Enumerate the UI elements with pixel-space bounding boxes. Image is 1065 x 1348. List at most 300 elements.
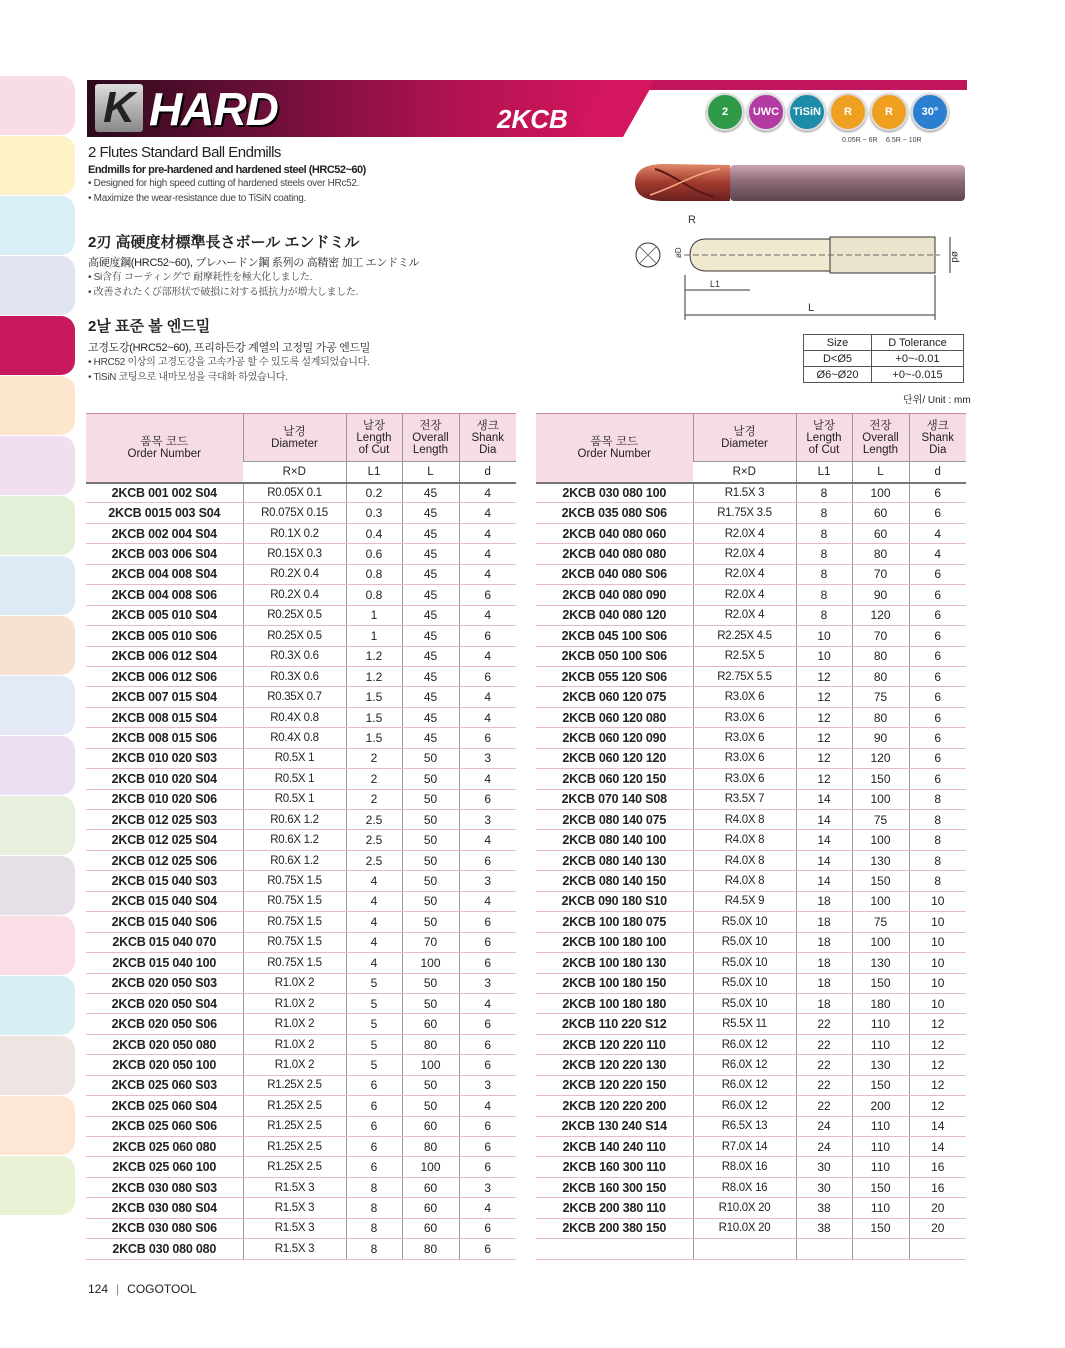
cell-order-number: 2KCB 030 080 S04 <box>86 1198 243 1218</box>
cell-shank-dia: 3 <box>459 1075 516 1095</box>
cell-order-number: 2KCB 100 180 130 <box>536 953 693 973</box>
table-row <box>86 1239 516 1259</box>
cell-overall-length: 110 <box>852 1034 909 1054</box>
cell-overall-length: 80 <box>852 646 909 666</box>
side-tab <box>0 436 75 495</box>
cell-overall-length: 50 <box>402 891 459 911</box>
endmill-drawing <box>636 237 950 320</box>
cell-shank-dia: 6 <box>459 932 516 952</box>
cell-length-of-cut: 2.5 <box>346 830 402 850</box>
col-shank-dia-label: 생크 <box>476 419 499 432</box>
cell-shank-dia: 12 <box>909 1055 966 1075</box>
cell-length-of-cut: 18 <box>796 891 852 911</box>
cell-length-of-cut: 18 <box>796 912 852 932</box>
cell-order-number: 2KCB 080 140 100 <box>536 830 693 850</box>
col-diameter-label: 날경 <box>283 425 306 438</box>
table-row <box>86 503 516 523</box>
table-row <box>86 748 516 768</box>
cell-diameter: R0.4X 0.8 <box>243 728 346 748</box>
flutes-2-icon: 2 <box>706 93 744 131</box>
cell-order-number: 2KCB 015 040 S06 <box>86 912 243 932</box>
cell-length-of-cut: 12 <box>796 666 852 686</box>
cell-overall-length: 80 <box>402 1239 459 1259</box>
cell-order-number: 2KCB 015 040 070 <box>86 932 243 952</box>
table-row <box>536 707 966 727</box>
cell-shank-dia: 12 <box>909 1034 966 1054</box>
cell-length-of-cut: 1 <box>346 626 402 646</box>
cell-shank-dia: 4 <box>459 993 516 1013</box>
cell-overall-length: 80 <box>402 1034 459 1054</box>
table-row <box>86 1137 516 1157</box>
cell-overall-length: 45 <box>402 503 459 523</box>
cell-overall-length: 100 <box>852 483 909 503</box>
col-overall-length-label: 전장 <box>869 419 892 432</box>
cell-diameter: R5.5X 11 <box>693 1014 796 1034</box>
side-tab <box>0 676 75 735</box>
cell-overall-length: 50 <box>402 789 459 809</box>
cell-shank-dia: 8 <box>909 871 966 891</box>
page-footer <box>88 1282 196 1296</box>
col-shank-dia-label: 생크 <box>926 419 949 432</box>
cell-overall-length: 110 <box>852 1014 909 1034</box>
col-order-number-label: 품목 코드 <box>590 435 639 448</box>
cell-overall-length: 45 <box>402 605 459 625</box>
cell-overall-length: 80 <box>852 707 909 727</box>
cell-order-number: 2KCB 001 002 S04 <box>86 483 243 503</box>
subtitle-kr: 고경도강(HRC52~60), 프리하든강 계열의 고정밀 가공 엔드밀 <box>88 342 371 354</box>
cell-order-number: 2KCB 020 050 S06 <box>86 1014 243 1034</box>
table-row <box>86 789 516 809</box>
cell-overall-length: 150 <box>852 973 909 993</box>
cell-order-number: 2KCB 005 010 S06 <box>86 626 243 646</box>
col-length-of-cut-label: Length <box>806 431 842 444</box>
table-row <box>536 953 966 973</box>
cell-overall-length: 90 <box>852 585 909 605</box>
symbol-header: L1 <box>346 462 402 483</box>
series-code-title: 2KCB <box>497 104 568 134</box>
cell-order-number: 2KCB 030 080 S03 <box>86 1177 243 1197</box>
dim-od: øD <box>674 247 683 258</box>
cell-length-of-cut: 4 <box>346 953 402 973</box>
col-overall-length <box>402 414 459 462</box>
cell-diameter: R1.0X 2 <box>243 1014 346 1034</box>
tisin-coating-icon: TiSiN <box>788 93 826 131</box>
cell-length-of-cut: 1.2 <box>346 666 402 686</box>
desc-korean <box>88 315 370 385</box>
col-overall-length <box>852 414 909 462</box>
side-tab <box>0 736 75 795</box>
cell-shank-dia: 20 <box>909 1198 966 1218</box>
title-kr: 2날 표준 볼 엔드밀 <box>88 318 211 335</box>
cell-length-of-cut: 22 <box>796 1075 852 1095</box>
cell-order-number: 2KCB 070 140 S08 <box>536 789 693 809</box>
table-row <box>86 830 516 850</box>
side-tab <box>0 1096 75 1155</box>
cell-shank-dia: 10 <box>909 973 966 993</box>
cell-order-number: 2KCB 030 080 080 <box>86 1239 243 1259</box>
cell-order-number: 2KCB 004 008 S04 <box>86 564 243 584</box>
cell-diameter: R2.0X 4 <box>693 605 796 625</box>
cell-order-number: 2KCB 003 006 S04 <box>86 544 243 564</box>
table-row <box>86 585 516 605</box>
tolerance-row <box>804 351 964 367</box>
cell-length-of-cut: 5 <box>346 993 402 1013</box>
dim-shank: ød <box>949 251 960 263</box>
table-row <box>536 687 966 707</box>
dim-l: L <box>808 302 815 314</box>
cell-shank-dia: 3 <box>459 748 516 768</box>
cell-order-number: 2KCB 040 080 080 <box>536 544 693 564</box>
col-overall-length-label: Overall <box>412 431 449 444</box>
symbol-header: R×D <box>243 462 346 483</box>
cell-length-of-cut: 5 <box>346 1055 402 1075</box>
cell-diameter: R1.0X 2 <box>243 993 346 1013</box>
col-order-number-label: 품목 코드 <box>140 435 189 448</box>
cell-shank-dia: 4 <box>459 523 516 543</box>
table-row <box>536 1177 966 1197</box>
cell-overall-length: 150 <box>852 769 909 789</box>
cell-diameter: R0.2X 0.4 <box>243 564 346 584</box>
cell-diameter: R6.0X 12 <box>693 1055 796 1075</box>
cell-diameter: R2.25X 4.5 <box>693 626 796 646</box>
cell-diameter: R0.75X 1.5 <box>243 891 346 911</box>
cell-length-of-cut: 6 <box>346 1075 402 1095</box>
cell-overall-length: 45 <box>402 687 459 707</box>
table-row <box>86 564 516 584</box>
cell-shank-dia: 6 <box>459 1239 516 1259</box>
cell-order-number: 2KCB 120 220 200 <box>536 1096 693 1116</box>
cell-shank-dia: 6 <box>459 1116 516 1136</box>
uwc-material-icon: UWC <box>747 93 785 131</box>
cell-shank-dia: 6 <box>909 564 966 584</box>
cell-overall-length: 50 <box>402 769 459 789</box>
table-row <box>86 1014 516 1034</box>
cell-length-of-cut: 2 <box>346 769 402 789</box>
cell-length-of-cut: 0.8 <box>346 564 402 584</box>
cell-shank-dia: 12 <box>909 1014 966 1034</box>
col-diameter-label: 날경 <box>733 425 756 438</box>
cell-shank-dia: 6 <box>459 789 516 809</box>
table-row <box>536 912 966 932</box>
badge-sub-r2: 6.5R ~ 10R <box>886 137 922 144</box>
cell-order-number: 2KCB 100 180 100 <box>536 932 693 952</box>
cell-shank-dia: 6 <box>909 503 966 523</box>
desc-english <box>88 144 366 206</box>
cell-overall-length: 110 <box>852 1198 909 1218</box>
table-row <box>86 707 516 727</box>
table-row <box>86 871 516 891</box>
cell-order-number: 2KCB 040 080 120 <box>536 605 693 625</box>
cell-order-number <box>536 1239 693 1259</box>
cell-order-number: 2KCB 020 050 S03 <box>86 973 243 993</box>
cell-shank-dia: 4 <box>459 1198 516 1218</box>
cell-diameter: R8.0X 16 <box>693 1157 796 1177</box>
cell-shank-dia: 8 <box>909 789 966 809</box>
logo-hard-text: HARD <box>149 83 278 135</box>
cell-diameter: R0.3X 0.6 <box>243 646 346 666</box>
cell-length-of-cut: 8 <box>796 605 852 625</box>
helix-30-icon: 30° <box>911 93 949 131</box>
cell-overall-length: 150 <box>852 1218 909 1238</box>
cell-diameter: R0.1X 0.2 <box>243 523 346 543</box>
cell-diameter: R1.25X 2.5 <box>243 1096 346 1116</box>
cell-order-number: 2KCB 025 060 S04 <box>86 1096 243 1116</box>
cell-diameter: R4.0X 8 <box>693 871 796 891</box>
col-diameter-label: Diameter <box>271 437 318 450</box>
cell-diameter: R0.75X 1.5 <box>243 912 346 932</box>
cell-diameter: R0.6X 1.2 <box>243 810 346 830</box>
cell-order-number: 2KCB 045 100 S06 <box>536 626 693 646</box>
radius-tolerance-1-icon: R <box>829 93 867 131</box>
cell-diameter: R2.75X 5.5 <box>693 666 796 686</box>
title-en: 2 Flutes Standard Ball Endmills <box>88 144 281 161</box>
table-row <box>536 544 966 564</box>
cell-length-of-cut: 4 <box>346 871 402 891</box>
side-tab <box>0 556 75 615</box>
cell-diameter: R5.0X 10 <box>693 912 796 932</box>
cell-length-of-cut: 1.5 <box>346 687 402 707</box>
col-shank-dia-label: Shank <box>471 431 505 444</box>
side-tab <box>0 496 75 555</box>
cell-shank-dia: 12 <box>909 1096 966 1116</box>
cell-length-of-cut: 2.5 <box>346 850 402 870</box>
col-diameter <box>243 414 346 462</box>
cell-diameter: R0.6X 1.2 <box>243 830 346 850</box>
cell-diameter: R2.5X 5 <box>693 646 796 666</box>
cell-overall-length: 45 <box>402 564 459 584</box>
cell-order-number: 2KCB 160 300 150 <box>536 1177 693 1197</box>
cell-overall-length: 50 <box>402 1075 459 1095</box>
side-tab <box>0 1036 75 1095</box>
side-tab <box>0 976 75 1035</box>
cell-diameter: R1.0X 2 <box>243 1055 346 1075</box>
cell-overall-length: 150 <box>852 871 909 891</box>
cell-shank-dia: 6 <box>459 728 516 748</box>
cell-length-of-cut: 8 <box>346 1198 402 1218</box>
cell-length-of-cut: 22 <box>796 1055 852 1075</box>
cell-overall-length: 60 <box>852 523 909 543</box>
side-tab <box>0 316 75 375</box>
cell-length-of-cut: 18 <box>796 973 852 993</box>
table-header-row <box>536 414 966 462</box>
cell-order-number: 2KCB 012 025 S03 <box>86 810 243 830</box>
cell-order-number: 2KCB 140 240 110 <box>536 1137 693 1157</box>
cell-shank-dia: 10 <box>909 953 966 973</box>
cell-diameter: R0.75X 1.5 <box>243 871 346 891</box>
cell-order-number: 2KCB 010 020 S03 <box>86 748 243 768</box>
cell-length-of-cut: 18 <box>796 953 852 973</box>
tol-size: Ø6~Ø20 <box>804 367 872 383</box>
cell-shank-dia: 10 <box>909 932 966 952</box>
table-row <box>536 483 966 503</box>
cell-overall-length: 80 <box>852 544 909 564</box>
cell-length-of-cut: 14 <box>796 830 852 850</box>
cell-diameter: R2.0X 4 <box>693 523 796 543</box>
side-tab <box>0 136 75 195</box>
cell-overall-length: 200 <box>852 1096 909 1116</box>
cell-diameter: R2.0X 4 <box>693 585 796 605</box>
cell-overall-length: 50 <box>402 993 459 1013</box>
bullet-en-2: • Maximize the wear-resistance due to TiSiN coating. <box>88 193 306 204</box>
cell-overall-length: 45 <box>402 728 459 748</box>
cell-diameter: R0.75X 1.5 <box>243 932 346 952</box>
cell-diameter: R0.5X 1 <box>243 769 346 789</box>
table-row <box>86 1157 516 1177</box>
cell-diameter: R3.0X 6 <box>693 769 796 789</box>
col-shank-dia <box>909 414 966 462</box>
cell-order-number: 2KCB 015 040 100 <box>86 953 243 973</box>
col-length-of-cut-label: Length <box>356 431 392 444</box>
cell-order-number: 2KCB 130 240 S14 <box>536 1116 693 1136</box>
table-row <box>536 993 966 1013</box>
cell-order-number: 2KCB 010 020 S06 <box>86 789 243 809</box>
cell-shank-dia: 6 <box>459 1034 516 1054</box>
col-shank-dia-label: Shank <box>921 431 955 444</box>
cell-order-number: 2KCB 010 020 S04 <box>86 769 243 789</box>
cell-shank-dia: 4 <box>459 605 516 625</box>
cell-length-of-cut: 0.4 <box>346 523 402 543</box>
logo-k-mark: K <box>95 84 143 132</box>
feature-badges <box>706 93 949 131</box>
cell-length-of-cut: 24 <box>796 1116 852 1136</box>
table-row <box>536 789 966 809</box>
footer-brand: COGOTOOL <box>127 1282 197 1296</box>
cell-diameter: R0.75X 1.5 <box>243 953 346 973</box>
table-row <box>86 1177 516 1197</box>
cell-diameter: R10.0X 20 <box>693 1198 796 1218</box>
cell-shank-dia: 6 <box>459 1157 516 1177</box>
cell-order-number: 2KCB 120 220 110 <box>536 1034 693 1054</box>
cell-diameter: R1.25X 2.5 <box>243 1116 346 1136</box>
table-row <box>536 605 966 625</box>
cell-overall-length: 100 <box>402 1055 459 1075</box>
cell-diameter: R0.05X 0.1 <box>243 483 346 503</box>
cell-overall-length: 45 <box>402 646 459 666</box>
desc-japanese <box>88 231 419 300</box>
cell-length-of-cut: 4 <box>346 912 402 932</box>
cell-overall-length: 50 <box>402 871 459 891</box>
cell-diameter: R0.15X 0.3 <box>243 544 346 564</box>
cell-shank-dia: 4 <box>459 483 516 503</box>
cell-length-of-cut: 12 <box>796 687 852 707</box>
cell-length-of-cut: 4 <box>346 932 402 952</box>
cell-length-of-cut: 22 <box>796 1096 852 1116</box>
table-row <box>536 973 966 993</box>
cell-shank-dia <box>909 1239 966 1259</box>
cell-diameter <box>693 1239 796 1259</box>
table-row <box>536 1014 966 1034</box>
cell-diameter: R3.5X 7 <box>693 789 796 809</box>
cell-diameter: R3.0X 6 <box>693 687 796 707</box>
cell-diameter: R6.0X 12 <box>693 1075 796 1095</box>
bullet-en-1: • Designed for high speed cutting of hardened steels over HRc52. <box>88 178 360 189</box>
cell-diameter: R3.0X 6 <box>693 748 796 768</box>
cell-overall-length: 50 <box>402 850 459 870</box>
cell-length-of-cut: 1.5 <box>346 707 402 727</box>
cell-diameter: R7.0X 14 <box>693 1137 796 1157</box>
table-row <box>86 810 516 830</box>
cell-order-number: 2KCB 100 180 180 <box>536 993 693 1013</box>
side-tab <box>0 1156 75 1215</box>
table-row <box>536 769 966 789</box>
cell-overall-length: 150 <box>852 1177 909 1197</box>
cell-length-of-cut: 10 <box>796 626 852 646</box>
table-row <box>86 646 516 666</box>
cell-overall-length: 50 <box>402 830 459 850</box>
cell-diameter: R0.4X 0.8 <box>243 707 346 727</box>
cell-length-of-cut: 2 <box>346 789 402 809</box>
cell-diameter: R1.0X 2 <box>243 973 346 993</box>
cell-length-of-cut: 18 <box>796 932 852 952</box>
cell-diameter: R1.0X 2 <box>243 1034 346 1054</box>
col-order-number <box>86 414 243 483</box>
cell-shank-dia: 4 <box>459 646 516 666</box>
bullet-kr-2: • TiSiN 코팅으로 내마모성을 극대화 하였습니다. <box>88 372 288 383</box>
cell-length-of-cut: 1 <box>346 605 402 625</box>
cell-diameter: R1.25X 2.5 <box>243 1075 346 1095</box>
cell-shank-dia: 4 <box>459 1096 516 1116</box>
table-row <box>536 810 966 830</box>
cell-order-number: 2KCB 025 060 S06 <box>86 1116 243 1136</box>
col-diameter <box>693 414 796 462</box>
cell-order-number: 2KCB 060 120 150 <box>536 769 693 789</box>
cell-shank-dia: 10 <box>909 891 966 911</box>
cell-diameter: R6.0X 12 <box>693 1034 796 1054</box>
spec-table-left <box>86 413 516 1260</box>
table-row <box>536 1096 966 1116</box>
cell-overall-length: 45 <box>402 483 459 503</box>
cell-shank-dia: 10 <box>909 993 966 1013</box>
cell-length-of-cut: 8 <box>796 483 852 503</box>
unit-label: 단위/ Unit : mm <box>903 395 971 406</box>
cell-shank-dia: 4 <box>459 769 516 789</box>
table-row <box>86 626 516 646</box>
table-row <box>536 932 966 952</box>
cell-overall-length: 80 <box>402 1137 459 1157</box>
cell-diameter: R4.0X 8 <box>693 850 796 870</box>
cell-length-of-cut: 0.6 <box>346 544 402 564</box>
cell-length-of-cut: 8 <box>796 585 852 605</box>
cell-order-number: 2KCB 002 004 S04 <box>86 523 243 543</box>
table-row <box>86 850 516 870</box>
cell-shank-dia: 6 <box>459 953 516 973</box>
cell-overall-length: 45 <box>402 666 459 686</box>
cell-shank-dia: 6 <box>909 769 966 789</box>
table-row <box>86 544 516 564</box>
cell-shank-dia: 20 <box>909 1218 966 1238</box>
cell-order-number: 2KCB 012 025 S04 <box>86 830 243 850</box>
side-tab <box>0 796 75 855</box>
table-row <box>536 1075 966 1095</box>
table-row <box>536 891 966 911</box>
cell-shank-dia: 4 <box>459 503 516 523</box>
cell-length-of-cut: 5 <box>346 1034 402 1054</box>
cell-order-number: 2KCB 006 012 S04 <box>86 646 243 666</box>
cell-overall-length: 50 <box>402 748 459 768</box>
table-row <box>86 666 516 686</box>
cell-overall-length: 110 <box>852 1137 909 1157</box>
table-row <box>536 1239 966 1259</box>
table-row <box>536 626 966 646</box>
cell-shank-dia: 6 <box>459 626 516 646</box>
cell-order-number: 2KCB 006 012 S06 <box>86 666 243 686</box>
table-row <box>536 1157 966 1177</box>
cell-order-number: 2KCB 030 080 100 <box>536 483 693 503</box>
cell-shank-dia: 6 <box>459 585 516 605</box>
cell-order-number: 2KCB 100 180 075 <box>536 912 693 932</box>
cell-diameter: R2.0X 4 <box>693 564 796 584</box>
cell-order-number: 2KCB 110 220 S12 <box>536 1014 693 1034</box>
